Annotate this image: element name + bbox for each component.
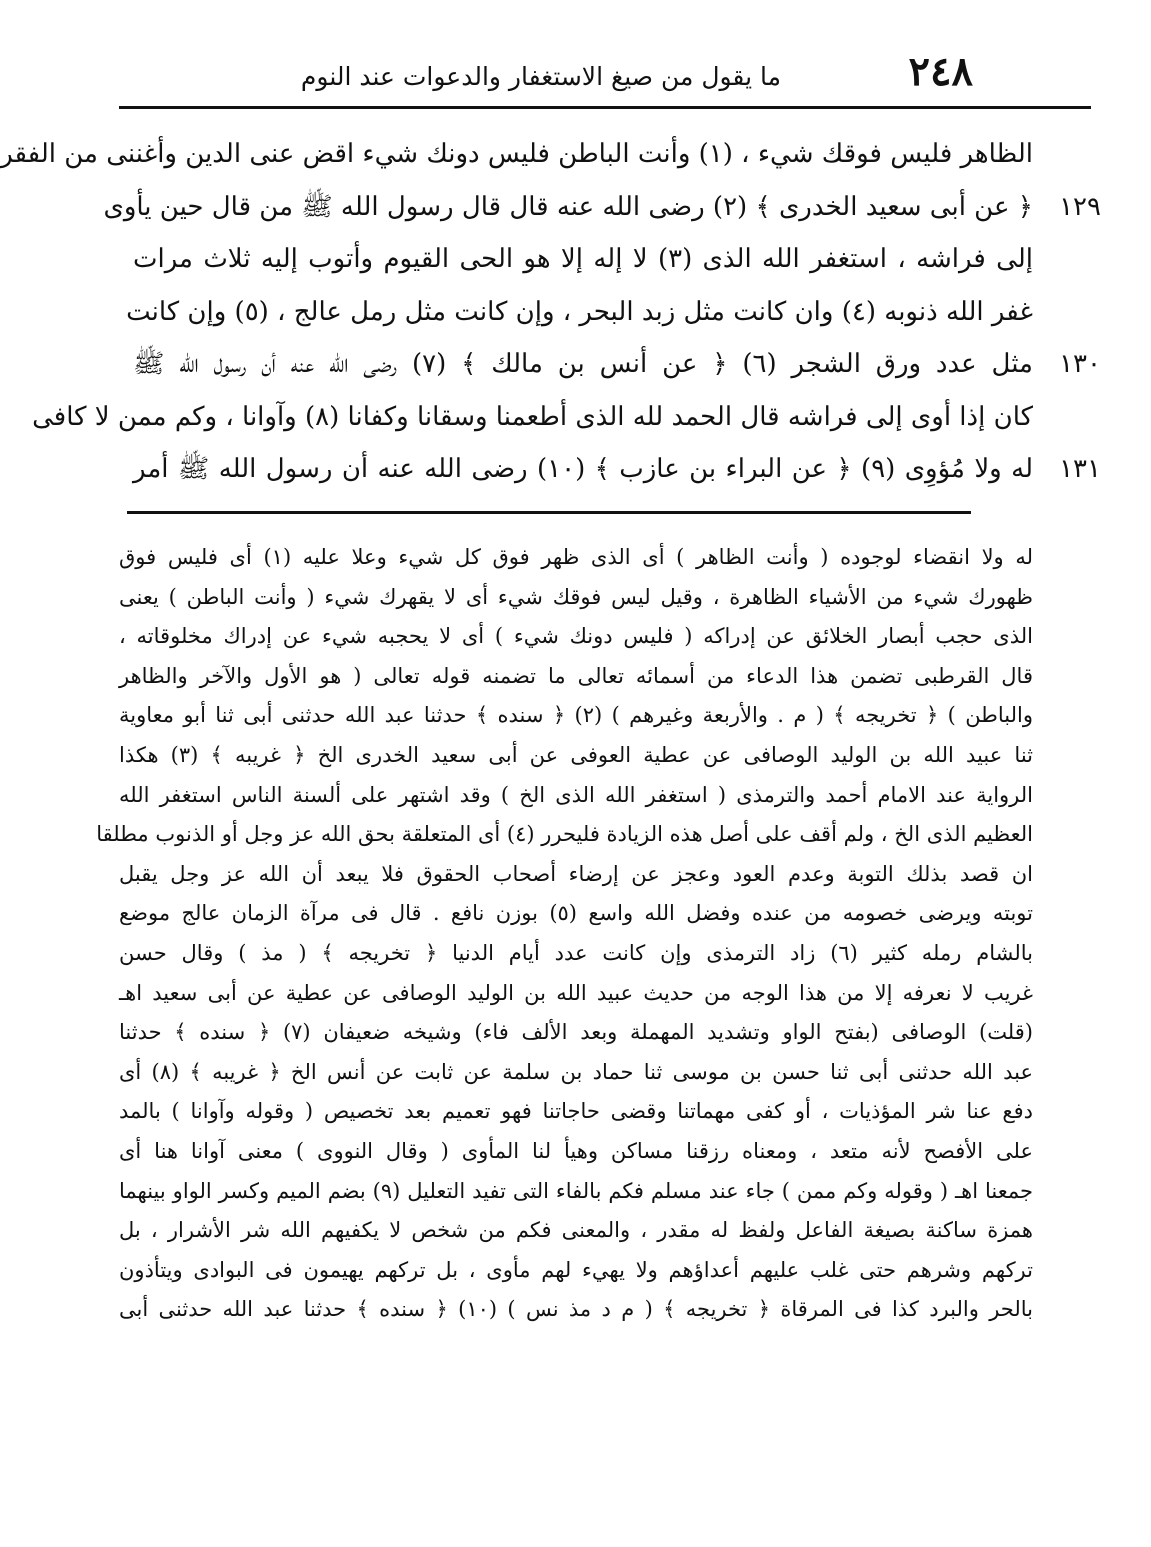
commentary-line: توبته ويرضى خصومه من عنده وفضل الله واسع (٥) بوزن نافع . قال فى مرآة الزمان عالج موضع — [119, 901, 1033, 926]
hadith-number: ١٣٠ — [1059, 349, 1101, 379]
main-line-text: إلى فراشه ، استغفر الله الذى (٣) لا إله إلا هو الحى القيوم وأتوب إليه ثلاث مرات — [133, 244, 1033, 274]
main-line — [133, 443, 1101, 496]
commentary-line: على الأفصح لأنه متعد ، ومعناه رزقنا مساكن وهيأ لنا المأوى ( وقال النووى ) معنى آوانا هنا أى — [119, 1138, 1033, 1163]
main-line-text: مثل عدد ورق الشجر (٦) ﴿ عن أنس بن مالك ﴾ (٧) رضى الله عنه أن رسول الله ﷺ — [133, 349, 1033, 379]
commentary-line: عبد الله حدثنى أبى ثنا حسن بن موسى ثنا حماد بن سلمة عن ثابت عن أنس الخ ﴿ غريبه ﴾ (٨) أى — [119, 1059, 1034, 1084]
commentary-line: ظهورك شيء من الأشياء الظاهرة ، وقيل ليس فوقك شيء أى لا يقهرك شيء ( وأنت الباطن ) يعنى — [119, 584, 1033, 609]
commentary-line: والباطن ) ﴿ تخريجه ﴾ ( م . والأربعة وغيرهم ) (٢) ﴿ سنده ﴾ حدثنا عبد الله حدثنى أبى ثنا أبو معاوية — [119, 703, 1033, 728]
footnote-separator — [127, 511, 971, 514]
hadith-number: ١٣١ — [1059, 454, 1101, 484]
main-line-text: الظاهر فليس فوقك شيء ، (١) وأنت الباطن فليس دونك شيء اقض عنى الدين وأغننى من الفقر — [0, 139, 1033, 169]
main-text — [0, 128, 1101, 496]
main-line — [0, 128, 1033, 181]
commentary-line: العظيم الذى الخ ، ولم أقف على أصل هذه الزيادة فليحرر (٤) أى المتعلقة بحق الله عز وجل أو الذنوب مطلقا — [96, 822, 1033, 847]
commentary-line: غريب لا نعرفه إلا من هذا الوجه من حديث عبيد الله بن الوليد الوصافى عن عطية عن أبى سعيد اهـ — [119, 980, 1033, 1005]
commentary-line: تركهم وشرهم حتى غلب عليهم أعداؤهم ولا يهيء لهم مأوى ، بل تركهم يهيمون فى البوادى ويتأذون — [119, 1257, 1033, 1282]
main-line-text: ﴿ عن أبى سعيد الخدرى ﴾ (٢) رضى الله عنه قال قال رسول الله ﷺ من قال حين يأوى — [103, 191, 1033, 222]
commentary-line: دفع عنا شر المؤذيات ، أو كفى مهماتنا وقضى حاجاتنا فهو تعميم بعد تخصيص ( وقوله وآوانا ) بالمد — [119, 1099, 1033, 1124]
main-line — [32, 391, 1033, 444]
commentary-line: بالحر والبرد كذا فى المرقاة ﴿ تخريجه ﴾ ( م د مذ نس ) (١٠) ﴿ سنده ﴾ حدثنا عبد الله حدثنى أبى — [119, 1297, 1034, 1322]
main-line-text: غفر الله ذنوبه (٤) وان كانت مثل زبد البحر ، وإن كانت مثل رمل عالج ، (٥) وإن كانت — [126, 296, 1033, 327]
commentary-line: ثنا عبيد الله بن الوليد الوصافى عن عطية العوفى عن أبى سعيد الخدرى الخ ﴿ غريبه ﴾ (٣) هكذا — [119, 742, 1033, 767]
commentary-line: (قلت) الوصافى (بفتح الواو وتشديد المهملة وبعد الألف فاء) وشيخه ضعيفان (٧) ﴿ سنده ﴾ حدثنا — [119, 1020, 1033, 1045]
commentary-line: جمعنا اهـ ( وقوله وكم ممن ) جاء عند مسلم فكم بالفاء التى تفيد التعليل (٩) بضم الميم وكسر الواو بينهما — [119, 1178, 1033, 1203]
running-title: ما يقول من صيغ الاستغفار والدعوات عند النوم — [300, 62, 781, 91]
commentary-line: ان قصد بذلك التوبة وعدم العود وعجز عن إرضاء أصحاب الحقوق فلا يبعد أن الله عز وجل يقبل — [119, 861, 1033, 886]
main-line — [133, 338, 1101, 391]
commentary-line: الذى حجب أبصار الخلائق عن إدراكه ( فليس دونك شيء ) أى لا يحجبه شيء عن إدراك مخلوقاته ، — [119, 624, 1033, 649]
commentary-line: قال القرطبى تضمن هذا الدعاء من أسمائه تعالى ما تضمنه قوله تعالى ( هو الأول والآخر والظاهر — [119, 663, 1033, 688]
hadith-number: ١٢٩ — [1059, 191, 1101, 222]
commentary-line: همزة ساكنة بصيغة الفاعل ولفظ له مقدر ، والمعنى فكم من شخص لا يكفيهم الله شر الأشرار ، بل — [119, 1218, 1033, 1243]
main-line — [103, 181, 1101, 234]
main-line-text: كان إذا أوى إلى فراشه قال الحمد لله الذى أطعمنا وسقانا وكفانا (٨) وآوانا ، وكم ممن لا كافى — [32, 401, 1033, 432]
page-number: ٢٤٨ — [908, 48, 973, 95]
page-header — [119, 44, 1091, 109]
main-line-text: له ولا مُؤوِى (٩) ﴿ عن البراء بن عازب ﴾ (١٠) رضى الله عنه أن رسول الله ﷺ أمر — [133, 454, 1033, 484]
main-line — [126, 286, 1033, 339]
main-line — [133, 233, 1033, 286]
commentary-line: الرواية عند الامام أحمد والترمذى ( استغفر الله الذى الخ ) وقد اشتهر على ألسنة الناس استغفر الله — [119, 782, 1033, 807]
commentary-line: بالشام رمله كثير (٦) زاد الترمذى وإن كانت عدد أيام الدنيا ﴿ تخريجه ﴾ ( مذ ) وقال حسن — [119, 940, 1033, 965]
commentary-text — [96, 538, 1034, 1330]
commentary-line: له ولا انقضاء لوجوده ( وأنت الظاهر ) أى الذى ظهر فوق كل شيء وعلا عليه (١) أى فليس فوق — [119, 545, 1033, 569]
